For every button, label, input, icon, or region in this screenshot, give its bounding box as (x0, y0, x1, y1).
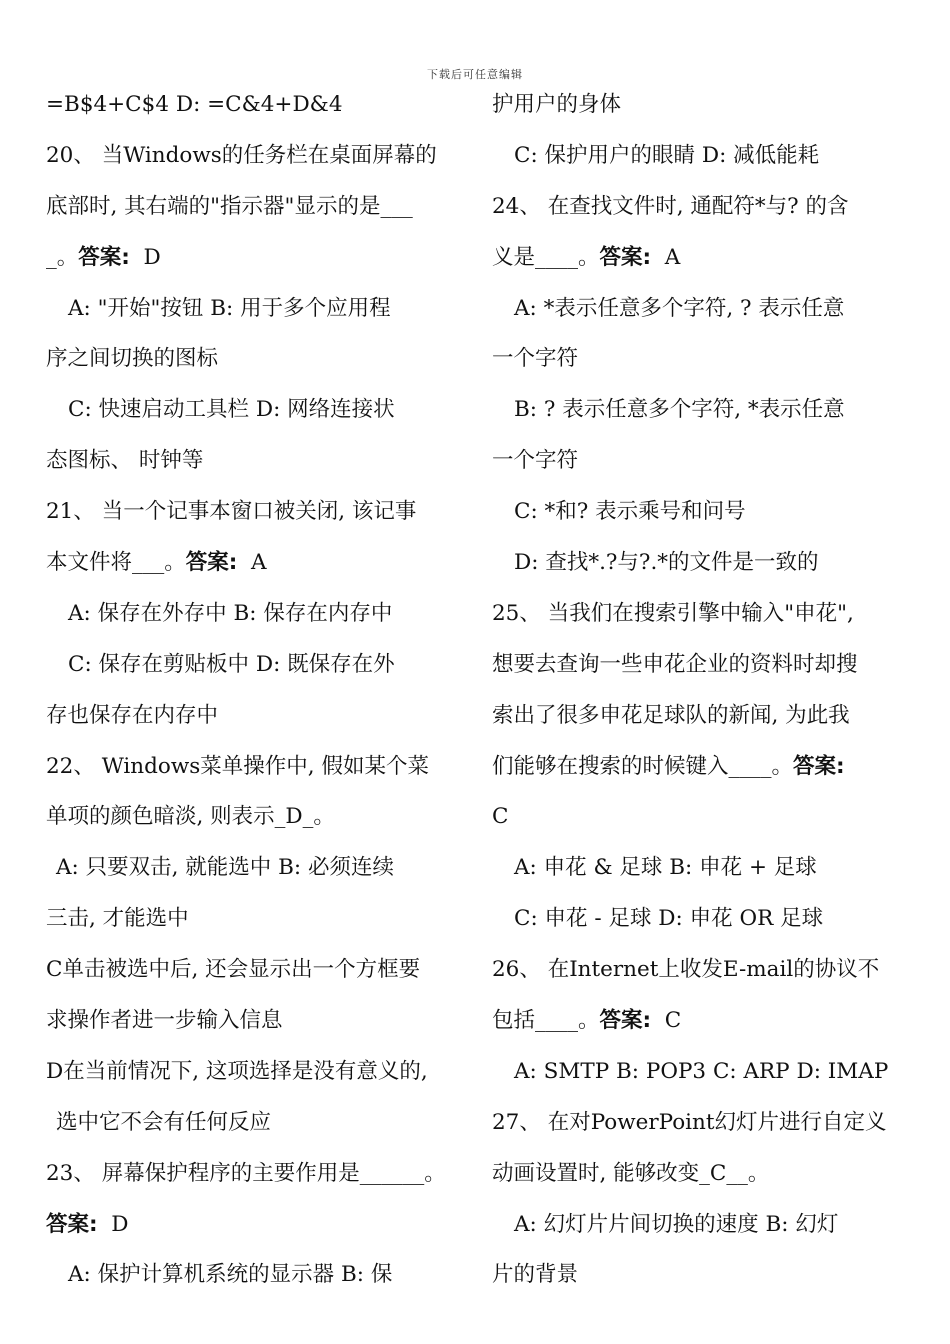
line-text: A: 申花 & 足球 B: 申花 + 足球 (514, 855, 817, 881)
line-text: 动画设置时, 能够改变_C__。 (492, 1160, 770, 1186)
left-text-line (46, 945, 466, 996)
line-text: A: "开始"按钮 B: 用于多个应用程 (68, 295, 391, 321)
line-text: 三击, 才能选中 (46, 906, 189, 932)
line-text: C: 快速启动工具栏 D: 网络连接状 (68, 397, 395, 423)
left-text-line (46, 1250, 466, 1301)
right-text-line (492, 487, 912, 538)
left-text-line (46, 589, 466, 640)
right-text-line (492, 385, 912, 436)
answer-label: 答案: (185, 550, 238, 576)
line-text: 序之间切换的图标 (46, 346, 219, 372)
right-text-line (492, 80, 912, 131)
line-text: 底部时, 其右端的"指示器"显示的是___ (46, 193, 413, 219)
right-column (492, 80, 912, 1301)
line-text: A: 保存在外存中 B: 保存在内存中 (68, 600, 393, 626)
line-text: 存也保存在内存中 (46, 702, 219, 728)
answer-value: D (129, 244, 161, 270)
line-text: 25、 当我们在搜索引擎中输入"申花", (492, 600, 854, 626)
answer-value: A (237, 550, 267, 576)
line-text: C: 保存在剪贴板中 D: 既保存在外 (68, 651, 395, 677)
line-text: 26、 在Internet上收发E-mail的协议不 (492, 957, 880, 983)
line-text: 一个字符 (492, 346, 579, 372)
left-text-line (46, 691, 466, 742)
answer-label: 答案: (599, 244, 652, 270)
line-text: 21、 当一个记事本窗口被关闭, 该记事 (46, 499, 417, 525)
line-text: A: *表示任意多个字符, ? 表示任意 (514, 295, 845, 321)
right-text-line (492, 1098, 912, 1149)
line-text: D在当前情况下, 这项选择是没有意义的, (46, 1058, 428, 1084)
line-text: B: ? 表示任意多个字符, *表示任意 (514, 397, 845, 423)
right-text-line (492, 284, 912, 335)
line-text: C: *和? 表示乘号和问号 (514, 499, 746, 525)
line-text: A: SMTP B: POP3 C: ARP D: IMAP (514, 1058, 889, 1084)
left-text-line (46, 1047, 466, 1098)
answer-value: D (97, 1211, 129, 1237)
right-text-line (492, 996, 912, 1047)
left-text-line (46, 742, 466, 793)
line-text: 们能够在搜索的时候键入____。 (492, 753, 794, 779)
left-text-line (46, 233, 466, 284)
line-text: =B$4+C$4 D: =C&4+D&4 (46, 92, 343, 117)
line-text: 想要去查询一些申花企业的资料时却搜 (492, 651, 858, 677)
line-text: 20、 当Windows的任务栏在桌面屏幕的 (46, 142, 437, 168)
left-text-line (46, 131, 466, 182)
right-text-line (492, 1149, 912, 1200)
answer-value: A (651, 244, 681, 270)
left-text-line (46, 843, 466, 894)
line-text: D: 查找*.?与?.*的文件是一致的 (514, 550, 819, 576)
line-text: 22、 Windows菜单操作中, 假如某个菜 (46, 753, 429, 779)
line-text: 包括____。 (492, 1008, 600, 1034)
left-column (46, 80, 466, 1301)
answer-label: 答案: (793, 753, 845, 779)
right-text-line (492, 334, 912, 385)
left-text-line (46, 1149, 466, 1200)
line-text: A: 保护计算机系统的显示器 B: 保 (68, 1262, 393, 1288)
line-text: A: 只要双击, 就能选中 B: 必须连续 (56, 855, 394, 881)
right-text-line (492, 436, 912, 487)
page-header: 下载后可任意编辑 (427, 68, 523, 81)
line-text: 27、 在对PowerPoint幻灯片进行自定义 (492, 1109, 887, 1135)
line-text: C (492, 804, 509, 830)
right-text-line (492, 843, 912, 894)
left-text-line (46, 894, 466, 945)
answer-label: 答案: (46, 1211, 98, 1237)
line-text: 义是____。 (492, 244, 600, 270)
answer-value: C (651, 1008, 682, 1034)
left-text-line (46, 80, 466, 131)
right-text-line (492, 1200, 912, 1251)
left-text-line (46, 487, 466, 538)
line-text: 选中它不会有任何反应 (56, 1109, 272, 1135)
line-text: C: 保护用户的眼睛 D: 减低能耗 (514, 142, 820, 168)
left-text-line (46, 1098, 466, 1149)
right-text-line (492, 589, 912, 640)
answer-label: 答案: (599, 1008, 652, 1034)
right-text-line (492, 792, 912, 843)
left-text-line (46, 640, 466, 691)
line-text: 态图标、 时钟等 (46, 448, 204, 474)
left-text-line (46, 182, 466, 233)
right-text-line (492, 640, 912, 691)
answer-label: 答案: (78, 244, 130, 270)
right-text-line (492, 233, 912, 284)
left-text-line (46, 996, 466, 1047)
line-text: C: 申花 - 足球 D: 申花 OR 足球 (514, 906, 824, 932)
right-text-line (492, 894, 912, 945)
right-text-line (492, 1250, 912, 1301)
line-text: 片的背景 (492, 1262, 579, 1288)
line-text: C单击被选中后, 还会显示出一个方框要 (46, 957, 421, 983)
line-text: 23、 屏幕保护程序的主要作用是______。 (46, 1160, 446, 1186)
left-text-line (46, 792, 466, 843)
left-text-line (46, 334, 466, 385)
right-text-line (492, 131, 912, 182)
line-text: 24、 在查找文件时, 通配符*与? 的含 (492, 193, 849, 219)
line-text: _。 (46, 244, 79, 270)
line-text: 本文件将___。 (46, 550, 186, 576)
left-text-line (46, 284, 466, 335)
right-text-line (492, 742, 912, 793)
line-text: 索出了很多申花足球队的新闻, 为此我 (492, 702, 850, 728)
left-text-line (46, 1200, 466, 1251)
line-text: 求操作者进一步输入信息 (46, 1008, 283, 1034)
line-text: 一个字符 (492, 448, 579, 474)
right-text-line (492, 1047, 912, 1098)
line-text: A: 幻灯片片间切换的速度 B: 幻灯 (514, 1211, 839, 1237)
left-text-line (46, 436, 466, 487)
left-text-line (46, 385, 466, 436)
line-text: 护用户的身体 (492, 92, 622, 117)
right-text-line (492, 538, 912, 589)
right-text-line (492, 691, 912, 742)
right-text-line (492, 945, 912, 996)
left-text-line (46, 538, 466, 589)
right-text-line (492, 182, 912, 233)
line-text: 单项的颜色暗淡, 则表示_D_。 (46, 804, 335, 830)
